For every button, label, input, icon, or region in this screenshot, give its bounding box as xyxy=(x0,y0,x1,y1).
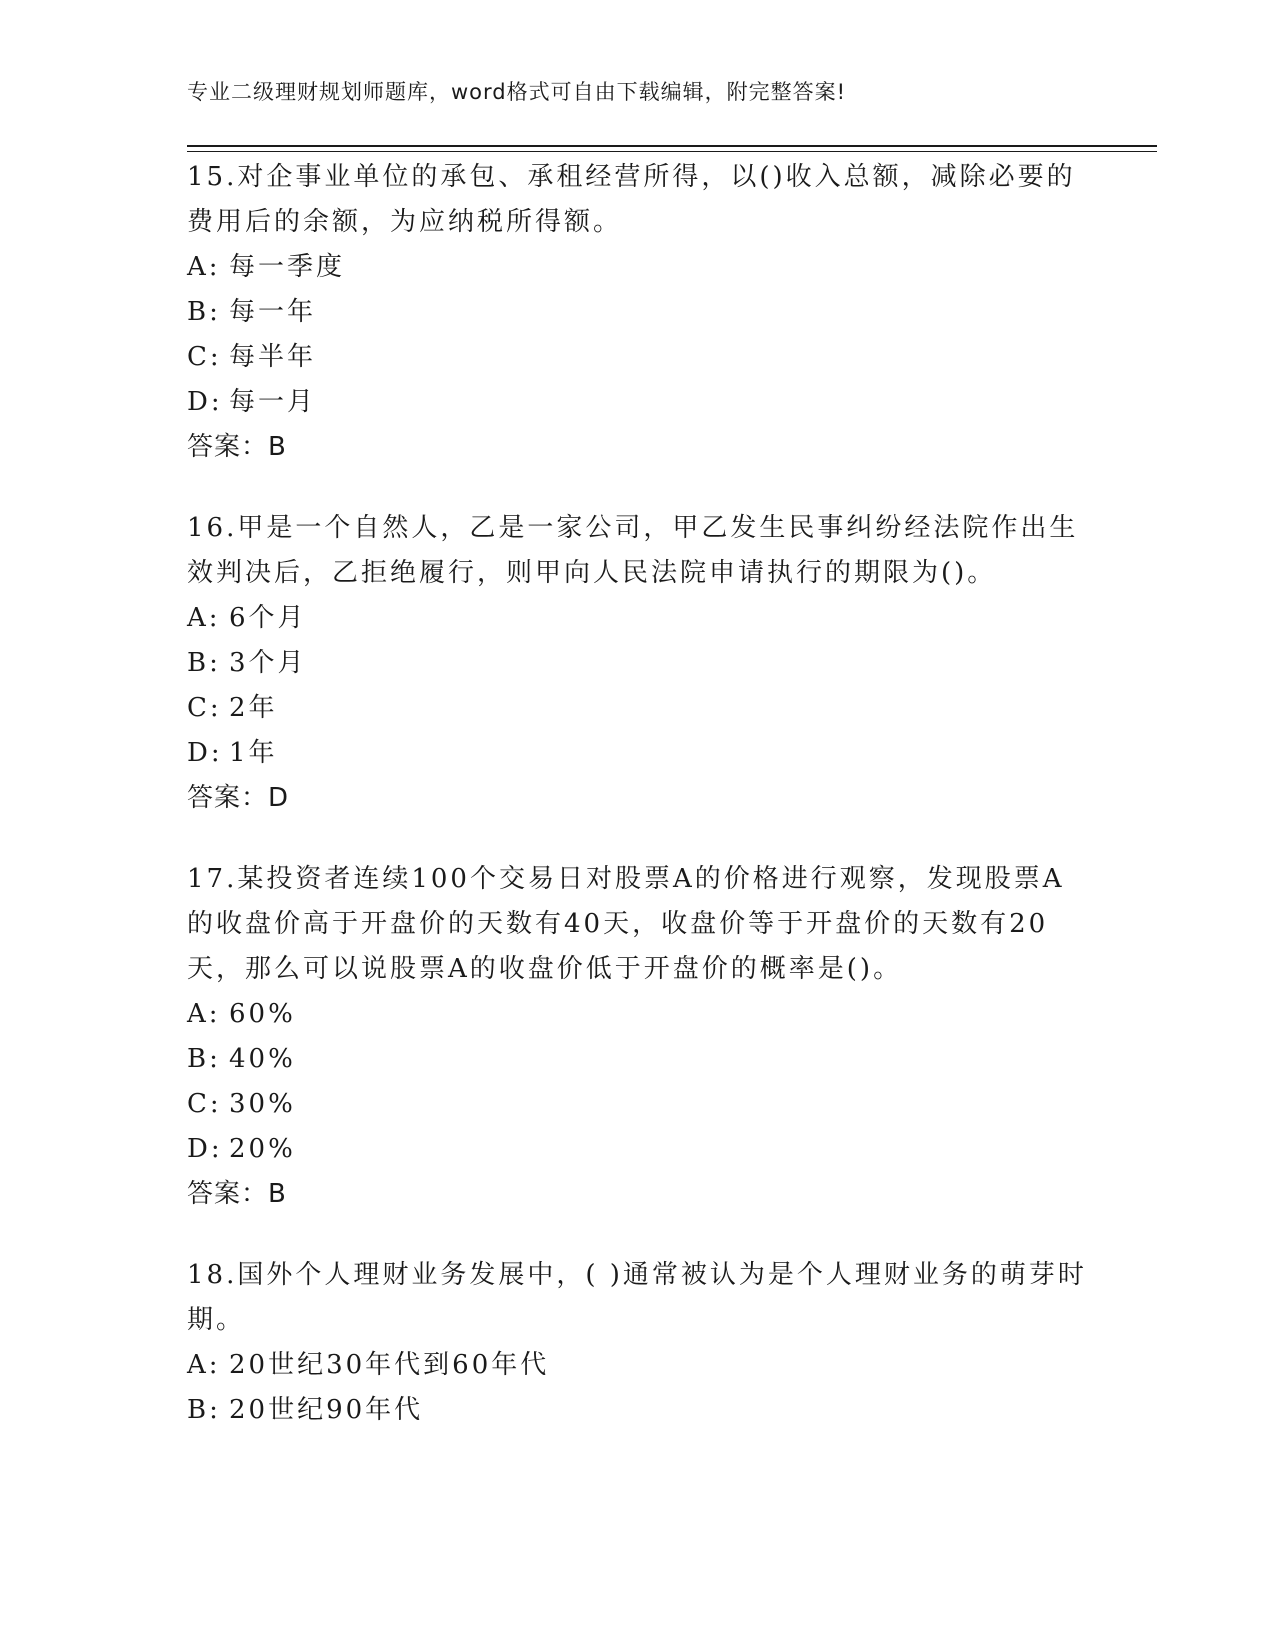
option-a xyxy=(187,1343,1087,1388)
page-header-text: 专业二级理财规划师题库，word格式可自由下载编辑，附完整答案! xyxy=(187,80,847,104)
header-rule-thin xyxy=(187,151,1157,152)
option-b xyxy=(187,1388,1087,1433)
option-text: 每半年 xyxy=(229,342,317,372)
header-rule-thick xyxy=(187,145,1157,147)
option-c xyxy=(187,686,1087,731)
answer-line: 答案：B xyxy=(187,432,287,462)
option-text: 3个月 xyxy=(229,648,307,678)
option-letter: B: xyxy=(187,297,221,327)
option-text: 20世纪90年代 xyxy=(229,1395,424,1425)
option-text: 1年 xyxy=(229,738,278,768)
option-letter: C: xyxy=(187,342,222,372)
question-15 xyxy=(187,155,1087,470)
option-c xyxy=(187,1082,1087,1127)
option-letter: B: xyxy=(187,1395,221,1425)
option-c xyxy=(187,335,1087,380)
question-text: 16.甲是一个自然人，乙是一家公司，甲乙发生民事纠纷经法院作出生效判决后，乙拒绝履行，则甲向人民法院申请执行的期限为()。 xyxy=(187,513,1079,588)
question-16 xyxy=(187,506,1087,821)
question-list xyxy=(187,155,1087,1469)
answer-line: 答案：B xyxy=(187,1179,287,1209)
option-text: 每一季度 xyxy=(229,252,346,282)
option-letter: D: xyxy=(187,738,223,768)
option-a xyxy=(187,596,1087,641)
option-letter: C: xyxy=(187,1089,222,1119)
option-letter: D: xyxy=(187,1134,223,1164)
option-text: 20世纪30年代到60年代 xyxy=(229,1350,550,1380)
option-letter: C: xyxy=(187,693,222,723)
option-text: 40% xyxy=(229,1044,296,1074)
option-a xyxy=(187,992,1087,1037)
option-b xyxy=(187,290,1087,335)
option-b xyxy=(187,641,1087,686)
option-b xyxy=(187,1037,1087,1082)
option-letter: A: xyxy=(187,1350,221,1380)
option-text: 6个月 xyxy=(229,603,307,633)
option-text: 60% xyxy=(229,999,296,1029)
question-18 xyxy=(187,1253,1087,1433)
question-text: 15.对企事业单位的承包、承租经营所得，以()收入总额，减除必要的费用后的余额，为应纳税所得额。 xyxy=(187,162,1076,237)
option-letter: A: xyxy=(187,252,221,282)
option-text: 30% xyxy=(229,1089,296,1119)
option-text: 20% xyxy=(229,1134,296,1164)
option-d xyxy=(187,380,1087,425)
option-letter: D: xyxy=(187,387,223,417)
option-d xyxy=(187,731,1087,776)
question-17 xyxy=(187,857,1087,1217)
question-text: 18.国外个人理财业务发展中，( )通常被认为是个人理财业务的萌芽时期。 xyxy=(187,1260,1087,1335)
option-letter: A: xyxy=(187,999,221,1029)
option-d xyxy=(187,1127,1087,1172)
option-letter: B: xyxy=(187,648,221,678)
answer-line: 答案：D xyxy=(187,783,290,813)
option-text: 每一年 xyxy=(229,297,317,327)
question-text: 17.某投资者连续100个交易日对股票A的价格进行观察，发现股票A的收盘价高于开盘价的天数有40天，收盘价等于开盘价的天数有20天，那么可以说股票A的收盘价低于开盘价的概率是()。 xyxy=(187,864,1065,984)
option-text: 2年 xyxy=(229,693,278,723)
option-letter: B: xyxy=(187,1044,221,1074)
option-a xyxy=(187,245,1087,290)
option-text: 每一月 xyxy=(229,387,317,417)
option-letter: A: xyxy=(187,603,221,633)
